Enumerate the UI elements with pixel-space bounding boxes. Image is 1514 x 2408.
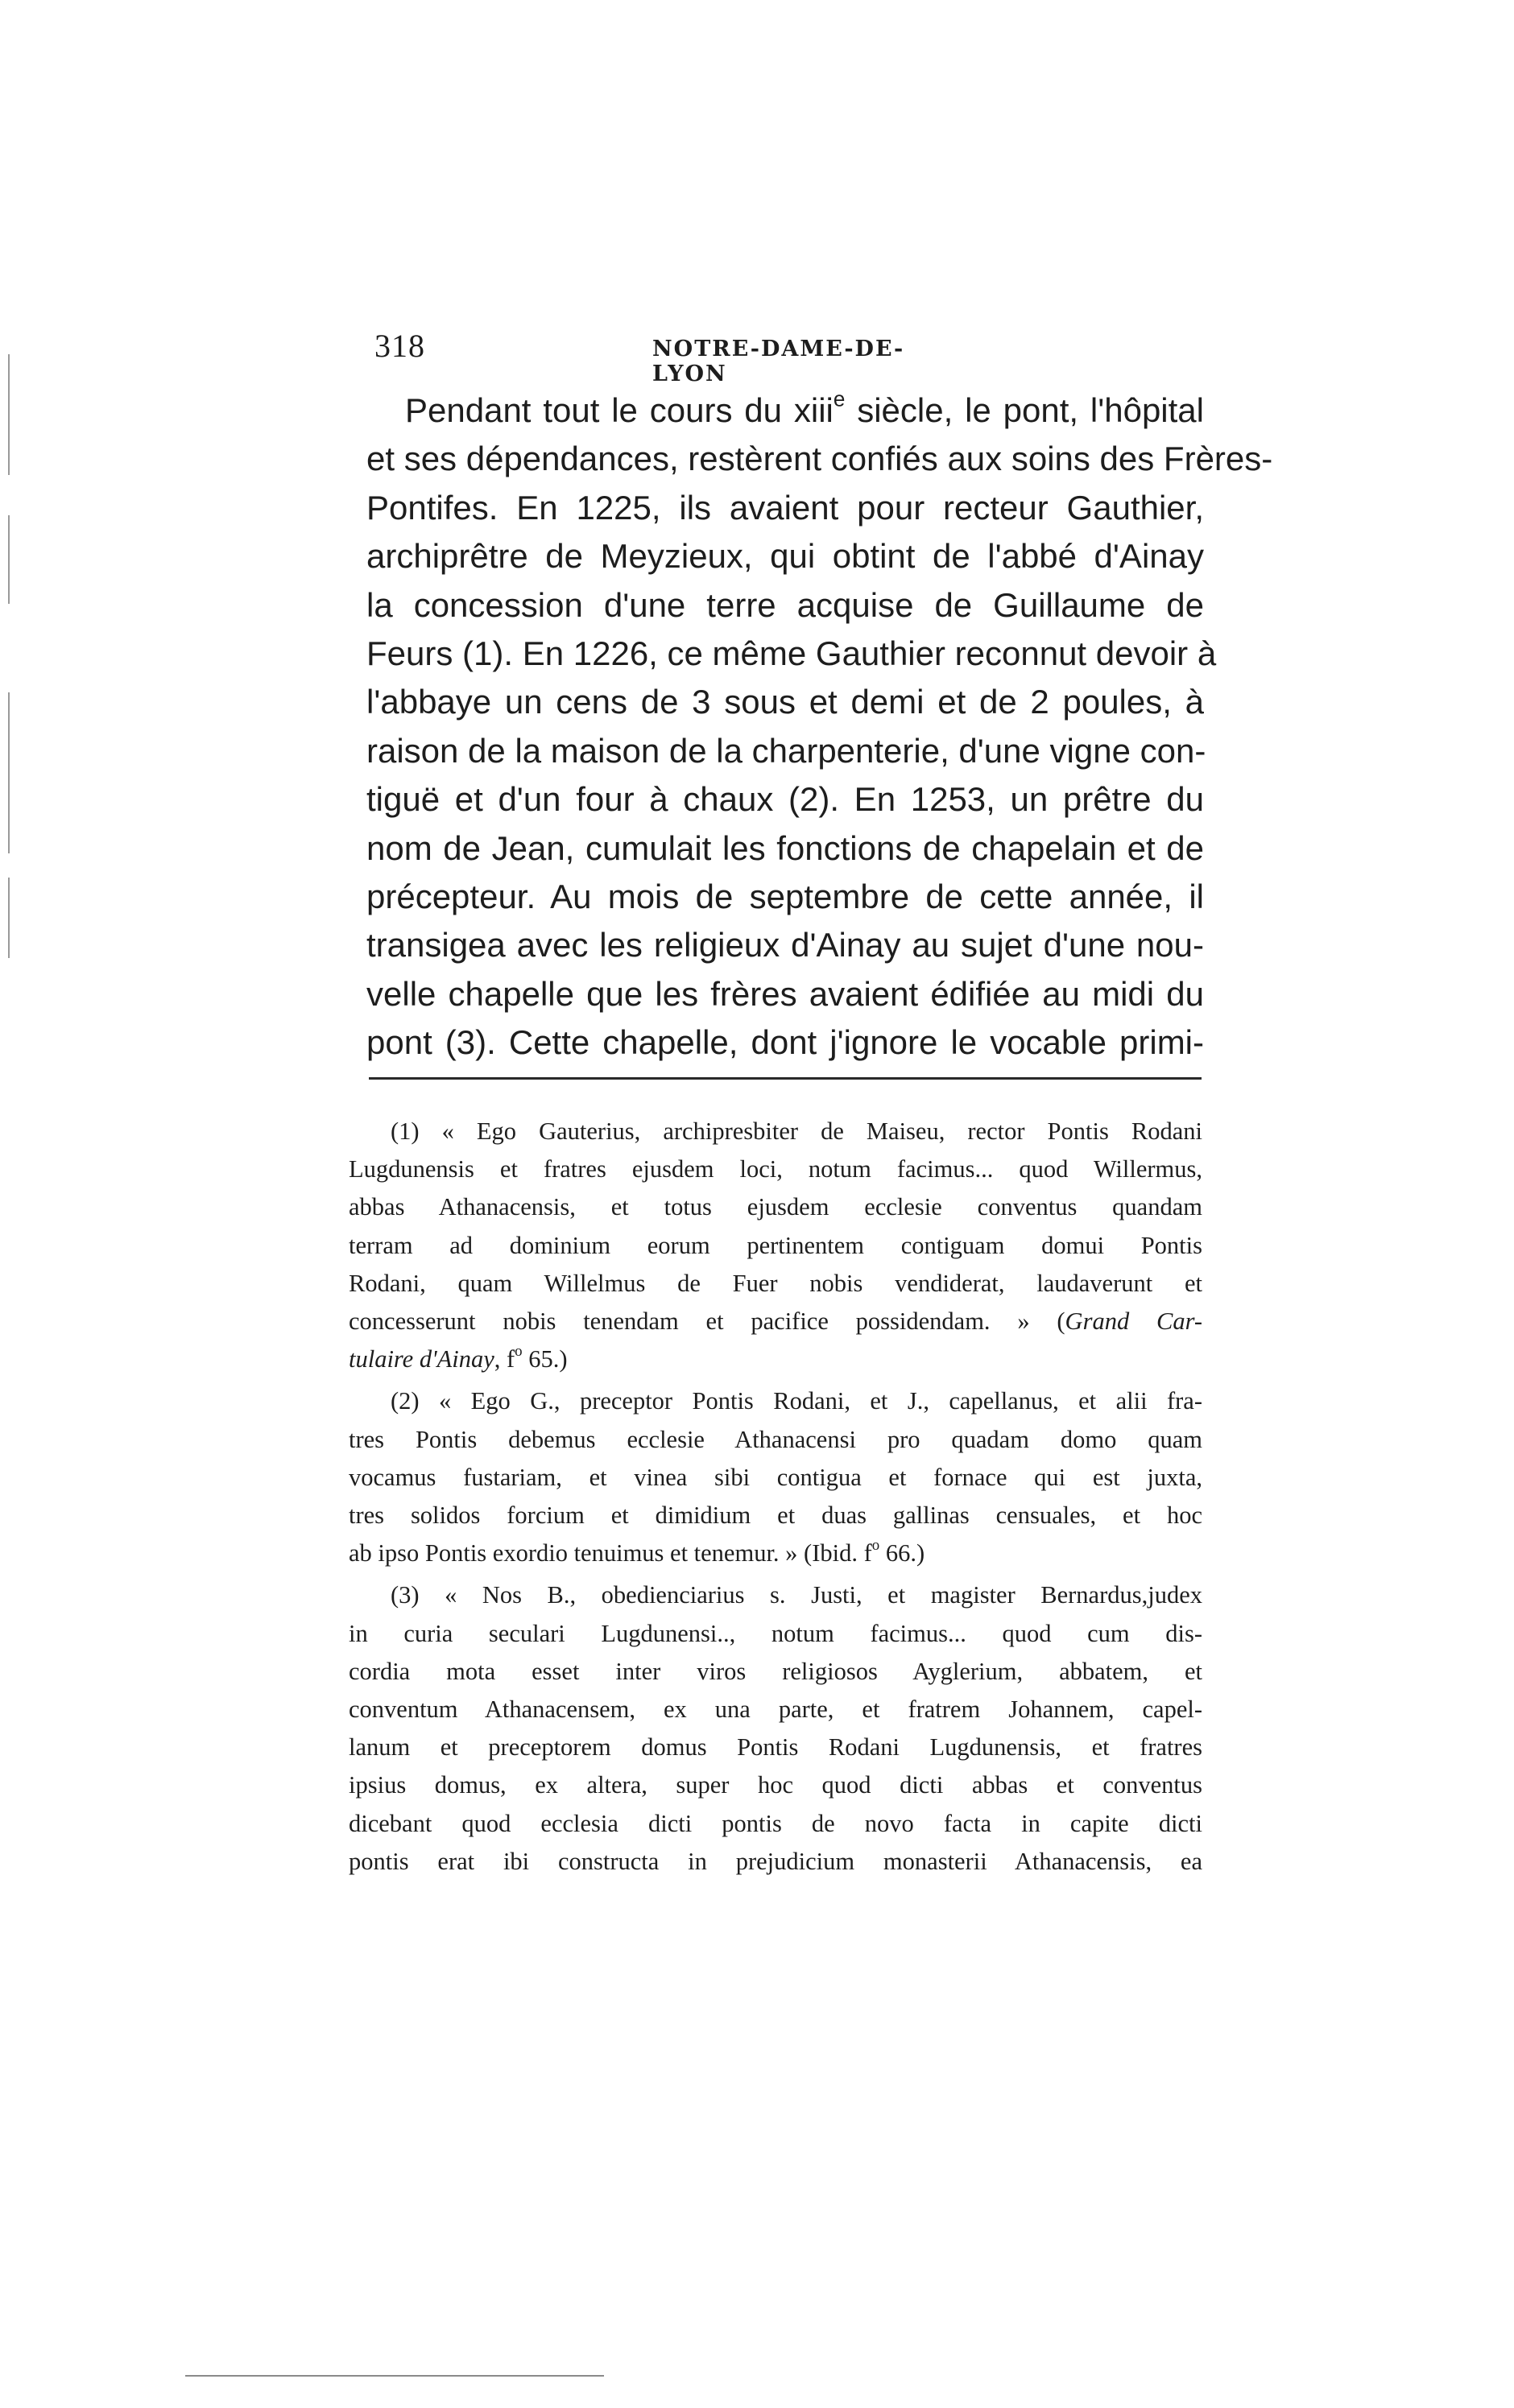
footnote-line: concesserunt nobis tenendam et pacifice possidendam. » (Grand Car-	[349, 1307, 1202, 1336]
footnote-line: tres Pontis debemus ecclesie Athanacensi pro quadam domo quam	[349, 1425, 1202, 1453]
running-head	[374, 327, 938, 386]
body-line: archiprêtre de Meyzieux, qui obtint de l'abbé d'Ainay	[366, 537, 1204, 576]
footnote-line: (1) « Ego Gauterius, archipresbiter de Maiseu, rector Pontis Rodani	[391, 1117, 1202, 1145]
footnote-line: ab ipso Pontis exordio tenuimus et tenemur. » (Ibid. $f^o$ 66.)	[349, 1537, 925, 1567]
main-text	[366, 386, 1273, 1068]
body-line: Pontifes. En 1225, ils avaient pour recteur Gauthier,	[366, 488, 1204, 527]
scan-edge-mark	[8, 354, 10, 475]
body-line: transigea avec les religieux d'Ainay au sujet d'une nou-	[366, 926, 1204, 964]
footnote-line: tres solidos forcium et dimidium et duas gallinas censuales, et hoc	[349, 1501, 1202, 1530]
body-line: nom de Jean, cumulait les fonctions de chapelain et de	[366, 828, 1204, 867]
footnote-line: (3) « Nos B., obedienciarius s. Justi, et magister Bernardus,judex	[391, 1581, 1202, 1609]
body-line: et ses dépendances, restèrent confiés aux soins des Frères-	[366, 440, 1273, 478]
footnote-line: cordia mota esset inter viros religiosos Ayglerium, abbatem, et	[349, 1657, 1202, 1685]
footnote-line: in curia seculari Lugdunensi.., notum facimus... quod cum dis-	[349, 1619, 1202, 1647]
footnote-line: conventum Athanacensem, ex una parte, et fratrem Johannem, capel-	[349, 1696, 1202, 1724]
footnote-3	[349, 1576, 1202, 1881]
body-line: précepteur. Au mois de septembre de cette année, il	[366, 878, 1204, 916]
page-number: 318	[374, 328, 425, 364]
footnote-separator	[369, 1077, 1202, 1080]
body-line: l'abbaye un cens de 3 sous et demi et de 2 poules, à	[366, 683, 1204, 721]
body-line: Feurs (1). En 1226, ce même Gauthier reconnut devoir à	[366, 634, 1217, 673]
body-line: raison de la maison de la charpenterie, d'une vigne con-	[366, 731, 1206, 770]
body-line: la concession d'une terre acquise de Guillaume de	[366, 585, 1204, 624]
footnote-line: terram ad dominium eorum pertinentem contiguam domui Pontis	[349, 1231, 1202, 1259]
scan-edge-mark	[8, 878, 10, 958]
header-title: NOTRE-DAME-DE-LYON	[652, 337, 905, 386]
footnote-line: vocamus fustariam, et vinea sibi contigua et fornace qui est juxta,	[349, 1463, 1202, 1491]
body-line: tiguë et d'un four à chaux (2). En 1253, un prêtre du	[366, 780, 1204, 819]
footnote-line: abbas Athanacensis, et totus ejusdem ecclesie conventus quandam	[349, 1193, 1202, 1221]
footnote-line: dicebant quod ecclesia dicti pontis de novo facta in capite dicti	[349, 1809, 1202, 1837]
footnote-line: Rodani, quam Willelmus de Fuer nobis vendiderat, laudaverunt et	[349, 1269, 1202, 1297]
footnote-line: Lugdunensis et fratres ejusdem loci, notum facimus... quod Willermus,	[349, 1155, 1202, 1183]
scan-edge-mark	[8, 515, 10, 604]
footnotes	[349, 1113, 1202, 1885]
body-line: pont (3). Cette chapelle, dont j'ignore le vocable primi-	[366, 1023, 1204, 1062]
footnote-line: lanum et preceptorem domus Pontis Rodani Lugdunensis, et fratres	[349, 1733, 1202, 1762]
footnote-line: pontis erat ibi constructa in prejudicium monasterii Athanacensis, ea	[349, 1847, 1202, 1875]
scan-bottom-rule	[185, 2375, 604, 2377]
footnote-line: tulaire d'Ainay, $f^o$ 65.)	[349, 1343, 568, 1373]
footnote-2	[349, 1382, 1202, 1572]
footnote-line: (2) « Ego G., preceptor Pontis Rodani, et J., capellanus, et alii fra-	[391, 1387, 1202, 1415]
body-line: Pendant tout le cours du xiii$^e$ siècle, le pont, l'hôpital	[405, 386, 1204, 429]
footnote-1	[349, 1113, 1202, 1378]
footnote-line: ipsius domus, ex altera, super hoc quod dicti abbas et conventus	[349, 1771, 1202, 1799]
body-line: velle chapelle que les frères avaient édifiée au midi du	[366, 974, 1204, 1013]
scan-edge-mark	[8, 692, 10, 853]
